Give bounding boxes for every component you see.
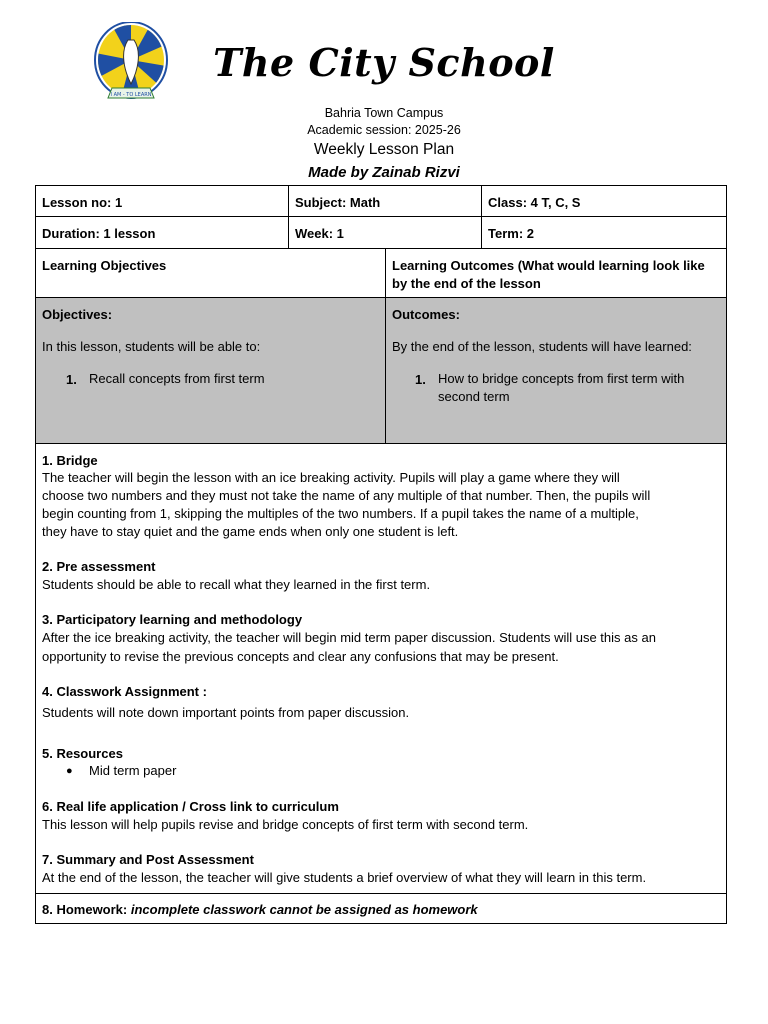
objectives-label: Objectives: — [42, 307, 113, 322]
lesson-number: Lesson no: 1 — [42, 195, 123, 210]
objectives-item: Recall concepts from first term — [89, 371, 265, 386]
outcomes-item-number: 1. — [415, 372, 426, 387]
real-life-text: This lesson will help pupils revise and bridge concepts of first term with second term. — [42, 817, 529, 832]
bullet-icon: ● — [66, 765, 73, 777]
svg-text:I AM - TO LEARN: I AM - TO LEARN — [110, 92, 152, 98]
academic-session: Academic session: 2025-26 — [307, 123, 461, 137]
homework-label: 8. Homework: — [42, 902, 128, 917]
objectives-intro: In this lesson, students will be able to: — [42, 339, 261, 354]
plan-title: Weekly Lesson Plan — [313, 141, 455, 158]
homework-row — [42, 901, 478, 919]
bridge-line: begin counting from 1, skipping the multiples of the two numbers. If a pupil takes the name of a multiple, — [42, 506, 639, 521]
methodology-line: opportunity to revise the previous concepts and clear any confusions that may be present. — [42, 649, 559, 664]
duration: Duration: 1 lesson — [42, 226, 156, 241]
class: Class: 4 T, C, S — [488, 195, 581, 210]
pre-assessment-text: Students should be able to recall what they learned in the first term. — [42, 577, 431, 592]
methodology-title: 3. Participatory learning and methodology — [42, 612, 303, 627]
bridge-title: 1. Bridge — [42, 453, 98, 468]
resources-item: Mid term paper — [89, 763, 177, 778]
summary-title: 7. Summary and Post Assessment — [42, 852, 254, 867]
term: Term: 2 — [488, 226, 534, 241]
outcomes-item-line2: second term — [438, 389, 510, 404]
objectives-item-number: 1. — [66, 372, 77, 387]
school-title: The City School — [213, 40, 555, 85]
bridge-line: they have to stay quiet and the game ends when only one student is left. — [42, 524, 459, 539]
objectives-header: Learning Objectives — [42, 258, 167, 273]
classwork-text: Students will note down important points from paper discussion. — [42, 705, 410, 720]
campus-name: Bahria Town Campus — [324, 106, 444, 120]
pre-assessment-title: 2. Pre assessment — [42, 559, 156, 574]
outcomes-intro: By the end of the lesson, students will have learned: — [392, 339, 692, 354]
resources-title: 5. Resources — [42, 746, 123, 761]
outcomes-label: Outcomes: — [392, 307, 460, 322]
classwork-title: 4. Classwork Assignment : — [42, 684, 207, 699]
outcomes-header-line1: Learning Outcomes (What would learning look like — [392, 258, 705, 273]
author-line: Made by Zainab Rizvi — [308, 164, 460, 181]
homework-text: incomplete classwork cannot be assigned as homework — [130, 902, 478, 917]
bridge-line: choose two numbers and they must not take the name of any multiple of that number. Then, the pupils will — [42, 488, 651, 503]
subject: Subject: Math — [295, 195, 381, 210]
real-life-title: 6. Real life application / Cross link to curriculum — [42, 799, 339, 814]
summary-text: At the end of the lesson, the teacher will give students a brief overview of what they will learn in this term. — [42, 870, 647, 885]
bridge-line: The teacher will begin the lesson with an ice breaking activity. Pupils will play a game where they will — [42, 470, 620, 485]
outcomes-header-line2: by the end of the lesson — [392, 276, 541, 291]
week: Week: 1 — [295, 226, 344, 241]
methodology-line: After the ice breaking activity, the teacher will begin mid term paper discussion. Students will use this as an — [42, 630, 656, 645]
outcomes-item-line1: How to bridge concepts from first term with — [438, 371, 685, 386]
